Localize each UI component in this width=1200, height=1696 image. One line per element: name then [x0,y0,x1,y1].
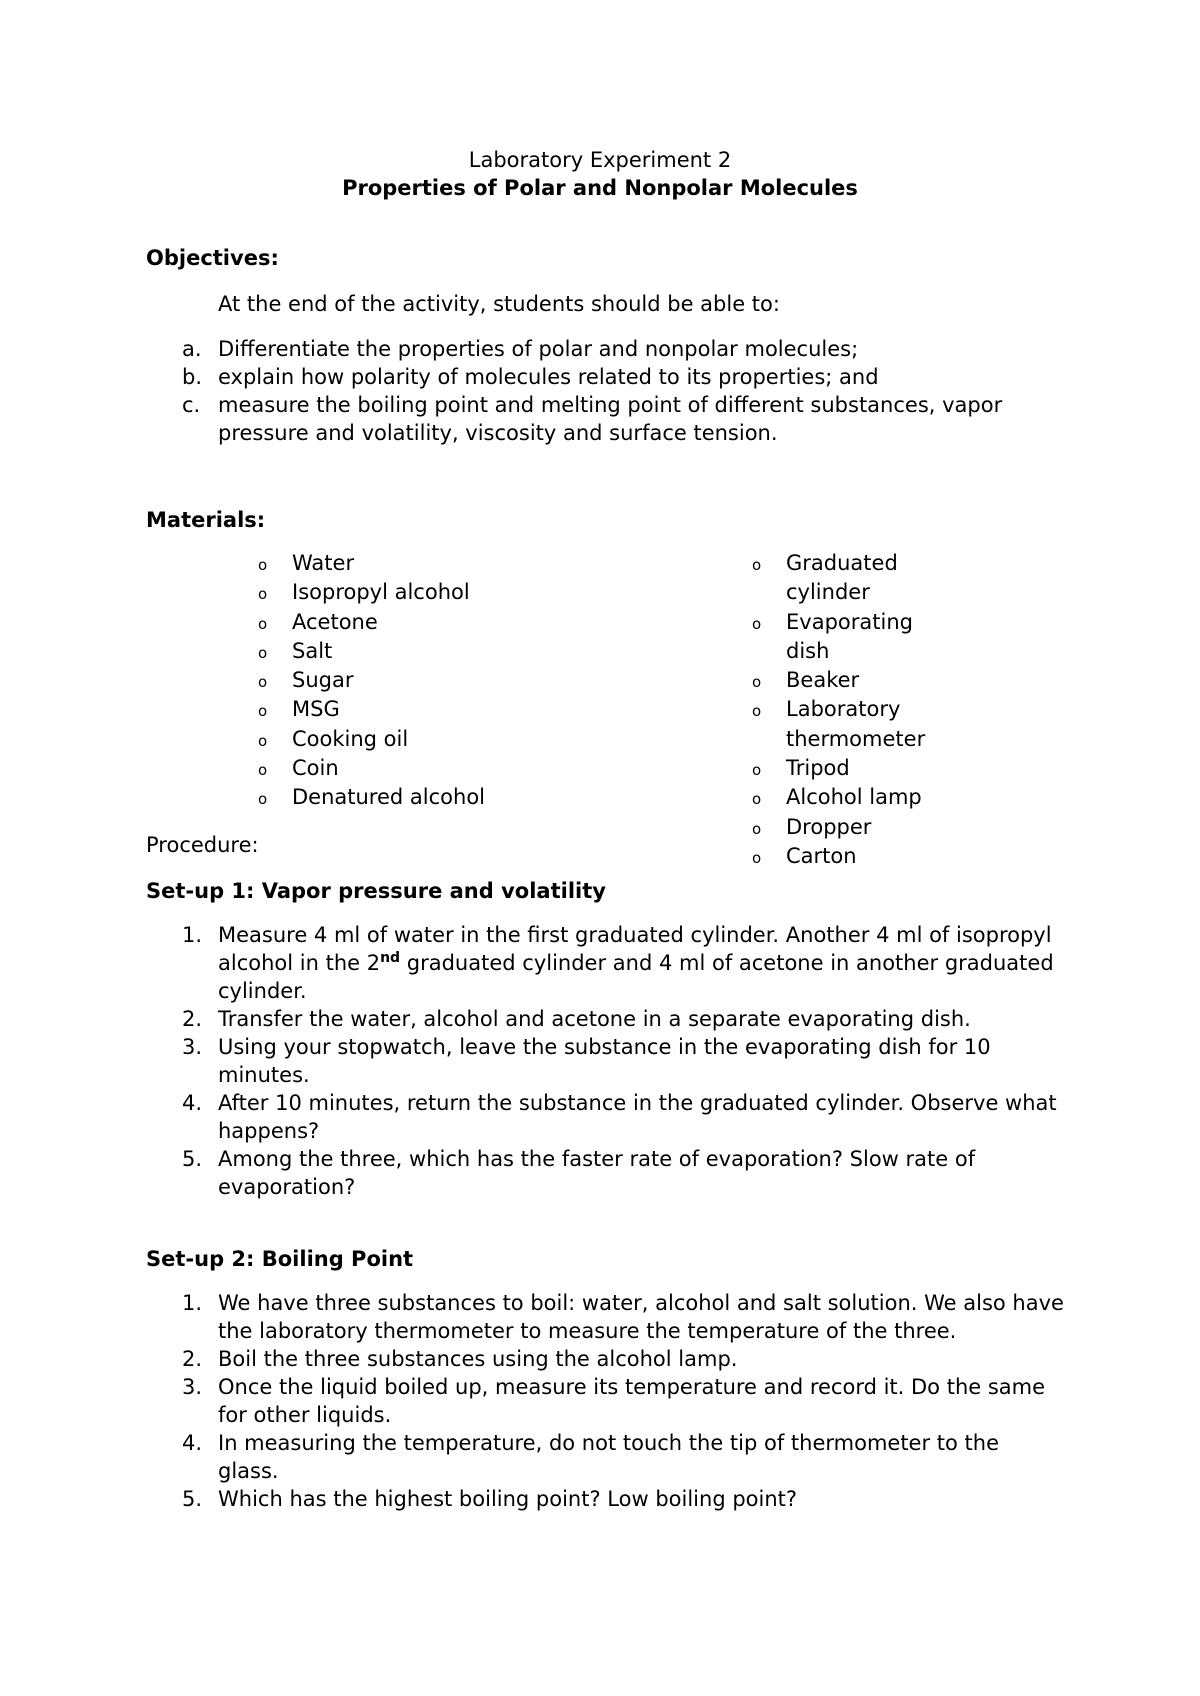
objective-text: explain how polarity of molecules related to its properties; and [218,365,879,389]
material-item: o Graduated cylinder [752,551,898,605]
bullet-icon: o [752,848,762,867]
material-item: o Beaker [752,666,962,695]
bullet-icon: o [258,585,268,604]
material-item: o Laboratory thermometer [752,697,926,751]
procedure-step: 3. Using your stopwatch, leave the substance in the evaporating dish for 10 minutes. [182,1035,991,1087]
material-item: o Evaporating dish [752,609,913,663]
setup-1-steps [146,921,1066,1201]
bullet-icon: o [752,761,762,780]
objective-item [146,335,1066,363]
bullet-icon: o [258,790,268,809]
objectives-heading: Objectives: [146,246,279,270]
material-item: o Water [258,549,678,578]
material-item: o Isopropyl alcohol [258,578,678,607]
step-number: 5. [182,1487,203,1511]
step-number: 1. [182,923,203,947]
objective-text: measure the boiling point and melting point of different substances, vapor pressure and volatility, viscosity and surface tension. [218,393,1003,445]
material-item: o Alcohol lamp [752,783,962,812]
material-item: o Sugar [258,666,678,695]
objectives-intro: At the end of the activity, students should be able to: [218,292,780,316]
bullet-icon: o [258,643,268,662]
setup-1-heading: Set-up 1: Vapor pressure and volatility [146,879,606,903]
step-number: 1. [182,1291,203,1315]
objective-item [146,363,1066,391]
bullet-icon: o [258,731,268,750]
objective-item [146,391,1066,447]
material-item: o Dropper [752,813,962,842]
objectives-list [146,335,1066,447]
material-item: o MSG [258,695,678,724]
bullet-icon: o [752,556,762,574]
procedure-step: 2. Transfer the water, alcohol and acetone in a separate evaporating dish. [182,1007,971,1031]
step-number: 3. [182,1375,203,1399]
materials-heading: Materials: [146,508,266,532]
bullet-icon: o [258,761,268,780]
setup-2-heading: Set-up 2: Boiling Point [146,1247,414,1271]
title-line-2: Properties of Polar and Nonpolar Molecules [342,176,858,200]
bullet-icon: o [752,819,762,838]
procedure-step: 5. Which has the highest boiling point? Low boiling point? [182,1487,798,1511]
material-item: o Coin [258,754,678,783]
step-number: 2. [182,1347,203,1371]
material-item: o Tripod [752,754,962,783]
procedure-step: 1. Measure 4 ml of water in the first graduated cylinder. Another 4 ml of isopropyl alcohol in the 2nd graduated cylinder and 4 ml of acetone in another graduated cylinder. [182,923,1054,1003]
procedure-step: 5. Among the three, which has the faster rate of evaporation? Slow rate of evaporation? [182,1147,976,1199]
bullet-icon: o [258,614,268,633]
material-item: o Acetone [258,608,678,637]
objective-marker: b. [182,365,203,389]
title-line-1: Laboratory Experiment 2 [468,148,732,172]
bullet-icon: o [258,702,268,721]
bullet-icon: o [258,556,268,574]
bullet-icon: o [258,673,268,692]
objective-marker: a. [182,337,202,361]
materials-list-right [752,549,962,871]
procedure-step: 2. Boil the three substances using the alcohol lamp. [182,1347,738,1371]
material-item: o Denatured alcohol [258,783,678,812]
bullet-icon: o [752,702,762,721]
step-number: 5. [182,1147,203,1171]
step-number: 3. [182,1035,203,1059]
material-item: o Carton [752,842,962,871]
material-item: o Salt [258,637,678,666]
objective-text: Differentiate the properties of polar and nonpolar molecules; [218,337,859,361]
bullet-icon: o [752,673,762,692]
step-number: 4. [182,1431,203,1455]
materials-list-left [258,549,678,813]
step-number: 2. [182,1007,203,1031]
procedure-step: 4. After 10 minutes, return the substance in the graduated cylinder. Observe what happens? [182,1091,1057,1143]
procedure-step: 1. We have three substances to boil: water, alcohol and salt solution. We also have the laboratory thermometer to measure the temperature of the three. [182,1291,1064,1343]
bullet-icon: o [752,790,762,809]
setup-2-steps [146,1289,1066,1513]
objective-marker: c. [182,393,201,417]
procedure-label: Procedure: [146,833,259,857]
procedure-step: 3. Once the liquid boiled up, measure its temperature and record it. Do the same for other liquids. [182,1375,1046,1427]
procedure-step: 4. In measuring the temperature, do not touch the tip of thermometer to the glass. [182,1431,1000,1483]
bullet-icon: o [752,614,762,633]
step-number: 4. [182,1091,203,1115]
material-item: o Cooking oil [258,725,678,754]
document-title [0,146,1200,202]
